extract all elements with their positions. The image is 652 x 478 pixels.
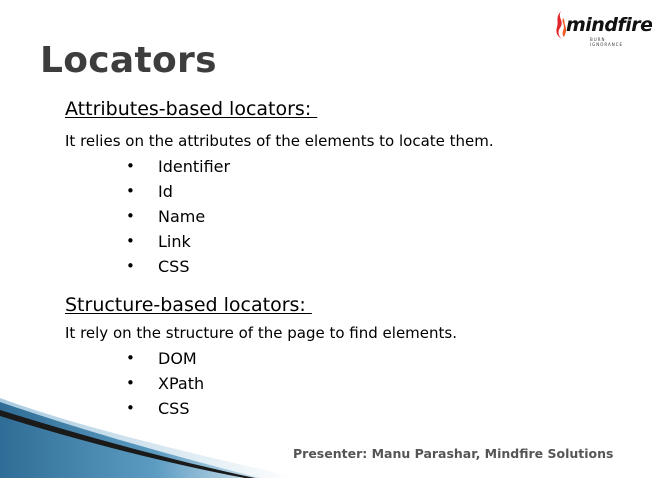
mindfire-logo	[554, 10, 652, 47]
bullet-item: • DOM	[126, 346, 204, 371]
bullet-item: • CSS	[126, 254, 230, 279]
bullet-item: • Name	[126, 204, 230, 229]
attributes-heading: Attributes-based locators:	[65, 98, 318, 120]
bullet-item: • Identifier	[126, 154, 230, 179]
logo-wordmark: mindfire	[566, 14, 652, 36]
structure-description: It rely on the structure of the page to find elements.	[65, 324, 457, 342]
bullet-item: • Link	[126, 229, 230, 254]
bullet-item: • CSS	[126, 396, 204, 421]
bullet-item: • XPath	[126, 371, 204, 396]
logo-tagline: BURN IGNORANCE	[590, 37, 624, 47]
structure-heading: Structure-based locators:	[65, 294, 312, 316]
attributes-bullet-list	[126, 154, 230, 279]
slide-title: Locators	[40, 40, 217, 81]
bullet-item: • Id	[126, 179, 230, 204]
decorative-wave	[0, 380, 300, 478]
presenter-footer: Presenter: Manu Parashar, Mindfire Solutions	[293, 446, 614, 461]
attributes-description: It relies on the attributes of the elements to locate them.	[65, 132, 494, 150]
